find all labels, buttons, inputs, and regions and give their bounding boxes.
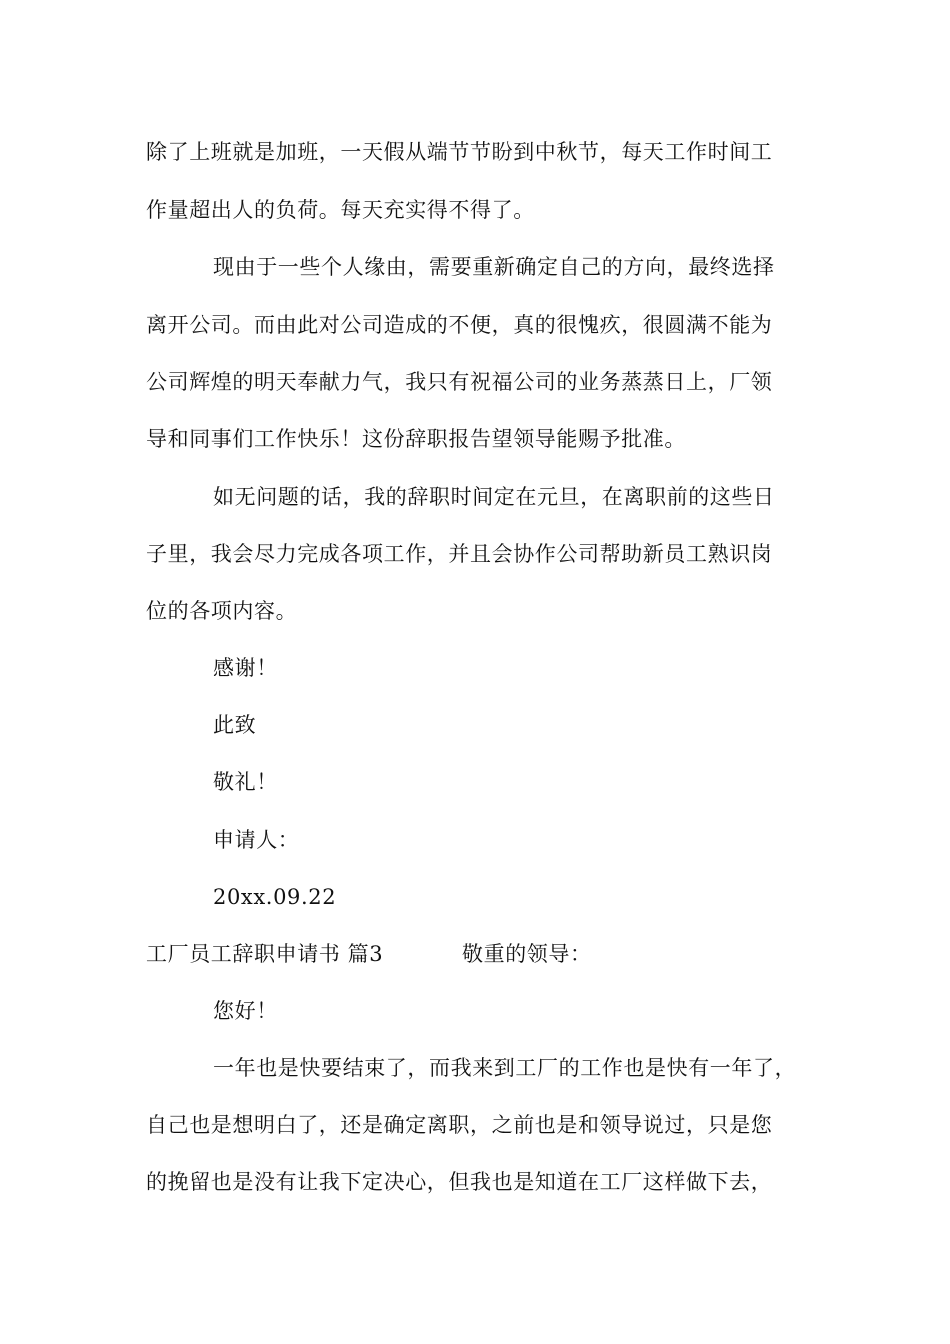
text-line: 离开公司。而由此对公司造成的不便，真的很愧疚，很圆满不能为 <box>146 313 773 337</box>
paragraph-start: 现由于一些个人缘由，需要重新确定自己的方向，最终选择 <box>213 255 775 279</box>
date-line: 20xx.09.22 <box>213 885 337 909</box>
closing-line: 此致 <box>213 713 257 737</box>
paragraph-start: 一年也是快要结束了，而我来到工厂的工作也是快有一年了， <box>213 1056 797 1080</box>
section-heading: 工厂员工辞职申请书 篇3 <box>146 942 384 966</box>
salute-line: 敬礼！ <box>213 770 278 794</box>
text-line: 子里，我会尽力完成各项工作，并且会协作公司帮助新员工熟识岗 <box>146 542 773 566</box>
text-line: 位的各项内容。 <box>146 599 298 623</box>
applicant-label: 申请人： <box>213 828 300 852</box>
text-line: 除了上班就是加班，一天假从端节节盼到中秋节，每天工作时间工 <box>146 140 773 164</box>
paragraph-start: 如无问题的话，我的辞职时间定在元旦，在离职前的这些日 <box>213 485 775 509</box>
text-line: 的挽留也是没有让我下定决心，但我也是知道在工厂这样做下去， <box>146 1170 773 1194</box>
greeting-line: 您好！ <box>213 999 278 1023</box>
text-line: 作量超出人的负荷。每天充实得不得了。 <box>146 198 535 222</box>
text-line: 公司辉煌的明天奉献力气，我只有祝福公司的业务蒸蒸日上，厂领 <box>146 370 773 394</box>
salutation: 敬重的领导： <box>462 942 592 966</box>
thanks-line: 感谢！ <box>213 656 278 680</box>
text-line: 自己也是想明白了，还是确定离职，之前也是和领导说过，只是您 <box>146 1113 773 1137</box>
text-line: 导和同事们工作快乐！这份辞职报告望领导能赐予批准。 <box>146 427 686 451</box>
